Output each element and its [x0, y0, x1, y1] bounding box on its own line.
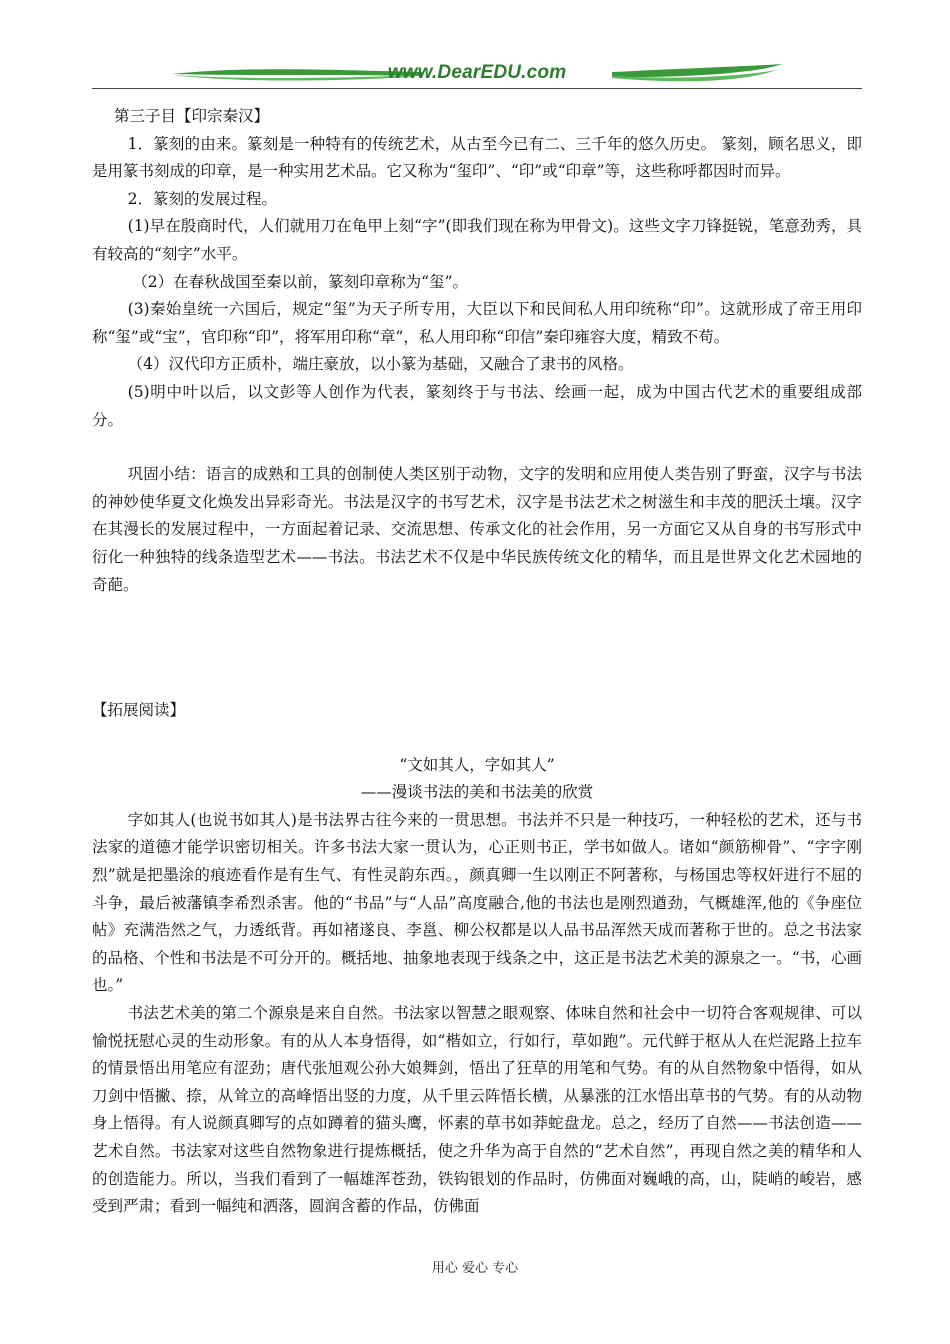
- article-subtitle: ——漫谈书法的美和书法美的欣赏: [360, 783, 594, 802]
- list-item: （2）在春秋战国至秦以前，篆刻印章称为“玺”。: [132, 272, 469, 291]
- document-body: [92, 103, 862, 1221]
- article-title: “文如其人，字如其人”: [399, 755, 555, 774]
- summary-paragraph: 巩固小结：语言的成熟和工具的创制使人类区别于动物，文字的发明和应用使人类告别了野蛮，汉字与书法的神妙使华夏文化焕发出异彩奇光。书法是汉字的书写艺术，汉字是书法艺术之树滋生和丰茂的肥沃土壤。汉字在其漫长的发展过程中，一方面起着记录、交流思想、传承文化的社会作用，另一方面它又从自身的书写形式中衍化一种独特的线条造型艺术——书法。书法艺术不仅是中华民族传统文化的精华，而且是世界文化艺术园地的奇葩。: [92, 465, 862, 594]
- paragraph-origin: 1．篆刻的由来。篆刻是一种特有的传统艺术，从古至今已有二、三千年的悠久历史。 篆刻，顾名思义，即是用篆书刻成的印章，是一种实用艺术品。它又称为“玺印”、“印”或“印章”等，这些称呼都因时而异。: [92, 134, 862, 181]
- list-item: (1)早在殷商时代，人们就用刀在龟甲上刻“字”(即我们现在称为甲骨文)。这些文字刀锋挺锐，笔意劲秀，具有较高的“刻字”水平。: [92, 217, 862, 263]
- paragraph-development-heading: 2．篆刻的发展过程。: [127, 189, 278, 208]
- section-title: 第三子目【印宗秦汉】: [114, 107, 270, 125]
- list-item: (5)明中叶以后，以文彭等人创作为代表，篆刻终于与书法、绘画一起，成为中国古代艺术的重要组成部分。: [92, 382, 862, 429]
- article-paragraph: 书法艺术美的第二个源泉是来自自然。书法家以智慧之眼观察、体味自然和社会中一切符合客观规律、可以愉悦抚慰心灵的生动形象。有的从人本身悟得，如“楷如立，行如行，草如跑”。元代鲜于枢从人在烂泥路上拉车的情景悟出用笔应有涩劲；唐代张旭观公孙大娘舞剑，悟出了狂草的用笔和气势。有的从自然物象中悟得，如从刀剑中悟撇、捺，从耸立的高峰悟出竖的力度，从千里云阵悟长横，从暴涨的江水悟出草书的气势。有的从动物身上悟得。有人说颜真卿写的点如蹲着的猫头鹰，怀素的草书如莽蛇盘龙。总之，经历了自然——书法创造——艺术自然。书法家对这些自然物象进行提炼概括，使之升华为高于自然的“艺术自然”，再现自然之美的精华和人的创造能力。所以，当我们看到了一幅雄浑苍劲，铁钩银划的作品时，仿佛面对巍峨的高，山，陡峭的峻岩，感受到严肃；看到一幅纯和洒落，圆润含蓄的作品，仿佛面: [92, 1004, 862, 1216]
- list-item: （4）汉代印方正质朴，端庄豪放，以小篆为基础，又融合了隶书的风格。: [127, 355, 634, 374]
- site-logo-text: www.DearEDU.com: [387, 62, 567, 83]
- extended-reading-label: 【拓展阅读】: [92, 701, 186, 720]
- page-header: [92, 58, 862, 98]
- page-footer: 用心 爱心 专心: [431, 1261, 519, 1276]
- article-paragraph: 字如其人(也说书如其人)是书法界古往今来的一贯思想。书法并不只是一种技巧，一种轻松的艺术，还与书法家的道德才能学识密切相关。许多书法大家一贯认为，心正则书正，学书如做人。诸如“颜筋柳骨”、“字字刚烈”就是把墨涂的痕迹看作是有生气、有性灵韵东西。，颜真卿一生以刚正不阿著称，与杨国忠等权奸进行不屈的斗争，最后被藩镇李希烈杀害。他的“书品”与“人品”高度融合,他的书法也是刚烈遒劲，气概雄浑,他的《争座位帖》充满浩然之气，力透纸背。再如褚遂良、李邕、柳公权都是以人品书品浑然天成而著称于世的。总之书法家的品格、个性和书法是不可分开的。概括地、抽象地表现于线条之中，这正是书法艺术美的源泉之一。“书，心画也。”: [92, 810, 862, 995]
- header-rule: [92, 88, 862, 89]
- list-item: (3)秦始皇统一六国后，规定“玺”为天子所专用，大臣以下和民间私人用印统称“印”。这就形成了帝王用印称“玺”或“宝”，官印称“印”，将军用印称“章”，私人用印称“印信”秦印雍容大度，精致不苟。: [92, 300, 862, 346]
